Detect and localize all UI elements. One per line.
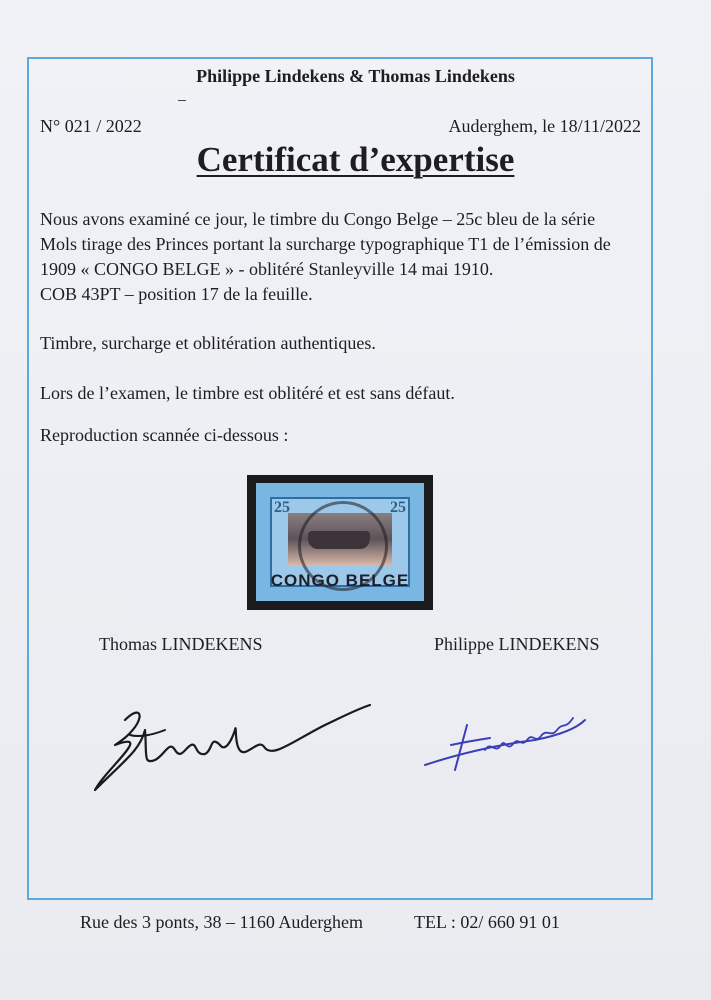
reproduction-label: Reproduction scannée ci-dessous : <box>40 425 289 445</box>
stamp-image <box>256 483 424 601</box>
certificate-number: N° 021 / 2022 <box>40 116 142 136</box>
signer-right-name: Philippe LINDEKENS <box>434 634 600 654</box>
signer-left-name: Thomas LINDEKENS <box>99 634 263 654</box>
stamp-overprint: CONGO BELGE <box>270 571 410 590</box>
stamp-value-left: 25 <box>274 499 290 516</box>
signature-thomas <box>85 690 375 800</box>
description-paragraph <box>40 207 611 307</box>
experts-header: Philippe Lindekens & Thomas Lindekens <box>196 66 515 86</box>
signature-philippe <box>415 700 590 780</box>
verdict-text: Timbre, surcharge et oblitération authentiques. <box>40 333 376 353</box>
stamp-value-right: 25 <box>390 499 406 516</box>
stamp-scan <box>247 475 433 610</box>
footer-phone: TEL : 02/ 660 91 01 <box>414 912 560 932</box>
condition-text: Lors de l’examen, le timbre est oblitéré et est sans défaut. <box>40 383 455 403</box>
place-date: Auderghem, le 18/11/2022 <box>448 116 641 136</box>
description-line: COB 43PT – position 17 de la feuille. <box>40 284 313 304</box>
description-line: Mols tirage des Princes portant la surcharge typographique T1 de l’émission de <box>40 234 611 254</box>
header-dash <box>178 100 186 101</box>
footer-address: Rue des 3 ponts, 38 – 1160 Auderghem <box>80 912 363 932</box>
description-line: Nous avons examiné ce jour, le timbre du Congo Belge – 25c bleu de la série <box>40 209 596 229</box>
certificate-title: Certificat d’expertise <box>196 140 515 179</box>
postmark-cancel <box>298 501 388 591</box>
description-line: 1909 « CONGO BELGE » - oblitéré Stanleyville 14 mai 1910. <box>40 259 494 279</box>
